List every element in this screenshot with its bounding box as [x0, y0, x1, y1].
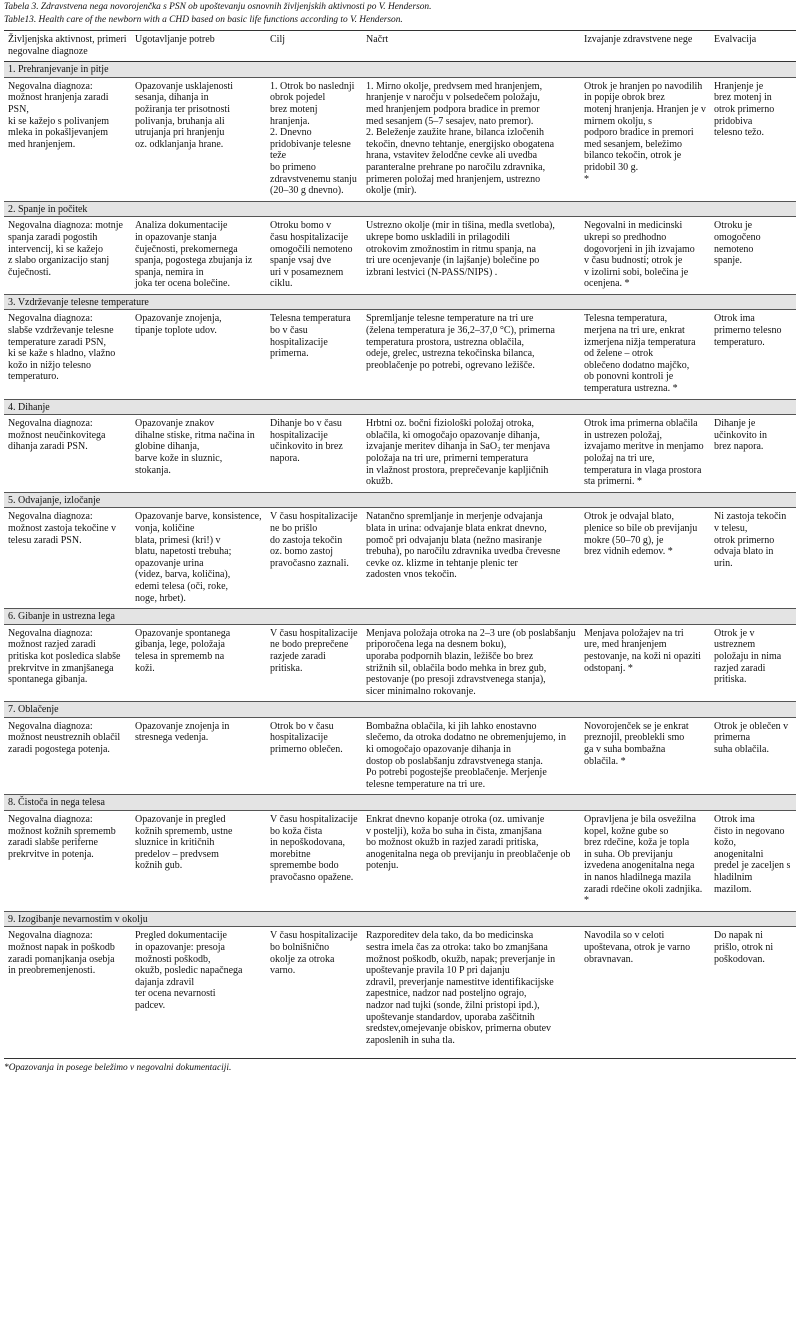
cell-evaluation: Otrok je oblečen v primerna suha oblačila. [714, 720, 789, 756]
section-title: 9. Izogibanje nevarnostim v okolju [4, 911, 796, 927]
cell-evaluation: Otrok ima čisto in negovano kožo, anogenitalni predel je zaceljen s hladilnim mazilom. [714, 814, 791, 895]
cell-goal: Otrok bo v času hospitalizacije primerno oblečen. [270, 720, 343, 756]
header-plan: Načrt [362, 31, 580, 62]
cell-nursing-diagnosis: Negovalna diagnoza: možnost neučinkovitega dihanja zaradi PSN. [8, 418, 106, 453]
section-header-row [4, 294, 796, 310]
care-plan-table [4, 30, 796, 1050]
cell-nursing-diagnosis: Negovalna diagnoza: možnost razjed zaradi pritiska kot posledica slabše prekrvitve in zmanjšanega spontanega gibanja. [8, 627, 121, 686]
section-header-row [4, 702, 796, 718]
header-implementation: Izvajanje zdravstvene nege [580, 31, 710, 62]
table-row [4, 508, 796, 609]
cell-implementation: Opravljena je bila osvežilna kopel, kožne gube so brez rdečine, koža je topla in suha. Ob previjanju izvedena anogenitalna nega in nanos hladilnega mazila zaradi rdečine okoli zadnjika. * [584, 814, 703, 907]
cell-evaluation: Otroku je omogočeno nemoteno spanje. [714, 220, 761, 267]
document-page [4, 0, 796, 1073]
cell-nursing-diagnosis: Negovalna diagnoza: možnost napak in poškodb zaradi pomanjkanja osebja in preobremenjenosti. [8, 930, 115, 977]
cell-goal: V času hospitalizacije ne bo prišlo do zastoja tekočin oz. bomo zastoj pravočasno zaznali. [270, 511, 358, 569]
cell-goal: Dihanje bo v času hospitalizacije učinkovito in brez napora. [270, 418, 343, 464]
table-caption-english: Table13. Health care of the newborn with a CHD based on basic life functions according to V. Henderson. [4, 15, 403, 25]
section-header-row [4, 62, 796, 78]
cell-evaluation: Otrok je v ustreznem položaju in nima razjed zaradi pritiska. [714, 627, 782, 686]
cell-goal: Otroku bomo v času hospitalizacije omogočili nemoteno spanje vsaj dve uri v posameznem ciklu. [270, 220, 353, 290]
cell-needs-assessment: Opazovanje in pregled kožnih sprememb, ustne sluznice in kritičnih predelov – predvsem kožnih gub. [135, 814, 233, 872]
section-header-row [4, 492, 796, 508]
section-header-row [4, 795, 796, 811]
header-goal: Cilj [266, 31, 362, 62]
section-header-row [4, 609, 796, 625]
cell-nursing-diagnosis: Negovalna diagnoza: slabše vzdrževanje telesne temperature zaradi PSN, ki se kaže s hladno, vlažno kožo in nižjo telesno temperaturo. [8, 313, 116, 383]
header-evaluation: Evalvacija [710, 31, 796, 62]
cell-needs-assessment: Pregled dokumentacije in opazovanje: presoja možnosti poškodb, okužb, posledic napačnega dajanja zdravil ter ocena nevarnosti padcev. [135, 930, 243, 1011]
cell-implementation: Telesna temperatura, merjena na tri ure, enkrat izmerjena nižja temperatura od želene – otrok oblečeno dodatno majčko, ob ponovni kontroli je temperatura ustrezna. * [584, 313, 696, 395]
cell-needs-assessment: Opazovanje usklajenosti sesanja, dihanja in požiranja ter prisotnosti polivanja, bruhanja ali utrujanja pri hranjenju oz. odklanjanja hrane. [135, 80, 234, 150]
cell-goal: V času hospitalizacije bo bolnišnično okolje za otroka varno. [270, 930, 358, 977]
section-title: 6. Gibanje in ustrezna lega [4, 609, 796, 625]
section-header-row [4, 399, 796, 415]
section-title: 5. Odvajanje, izločanje [4, 492, 796, 508]
header-life-activity: Življenjska aktivnost, primeri negovalne diagnoze [4, 31, 131, 62]
table-header-row [4, 31, 796, 62]
table-row [4, 927, 796, 1050]
cell-implementation: Otrok je odvajal blato, plenice so bile ob previjanju mokre (50–70 g), je brez vidnih edemov. * [584, 511, 698, 558]
table-row [4, 310, 796, 399]
cell-plan: Menjava položaja otroka na 2–3 ure (ob poslabšanju priporočena lega na desnem boku), uporaba podpornih blazin, ležišče bo brez strižnih sil, oblačila bodo mehka in brez gub, pestovanje (po presoji zdravstvenega stanja), sicer minimalno rokovanje. [366, 627, 576, 697]
cell-implementation: Otrok ima primerna oblačila in ustrezen položaj, izvajamo meritve in menjamo položaj na tri ure, temperatura in vlaga prostora sta primerni. * [584, 418, 704, 488]
cell-nursing-diagnosis: Negovalna diagnoza: možnost neustreznih oblačil zaradi pogostega potenja. [8, 720, 121, 756]
cell-needs-assessment: Opazovanje znakov dihalne stiske, ritma načina in globine dihanja, barve kože in sluznic, stokanja. [135, 418, 255, 476]
header-needs-assessment: Ugotavljanje potreb [131, 31, 266, 62]
cell-nursing-diagnosis: Negovalna diagnoza: možnost kožnih sprememb zaradi slabše periferne prekrvitve in potenja. [8, 814, 116, 860]
cell-evaluation: Hranjenje je brez motenj in otrok primerno pridobiva telesno težo. [714, 80, 775, 139]
section-header-row [4, 201, 796, 217]
cell-implementation: Navodila so v celoti upoštevana, otrok je varno obravnavan. [584, 930, 691, 965]
table-body [4, 62, 796, 1051]
table-caption-slovene: Tabela 3. Zdravstvena nega novorojenčka s PSN ob upoštevanju osnovnih življenjskih aktivnosti po V. Henderson. [4, 2, 432, 12]
section-title: 4. Dihanje [4, 399, 796, 415]
cell-implementation: Negovalni in medicinski ukrepi so predhodno dogovorjeni in jih izvajamo v času budnosti; otrok je v izolirni sobi, bolečina je ocenjena. * [584, 220, 695, 290]
table-row [4, 624, 796, 702]
table-row [4, 217, 796, 295]
section-title: 7. Oblačenje [4, 702, 796, 718]
section-header-row [4, 911, 796, 927]
section-title: 8. Čistoča in nega telesa [4, 795, 796, 811]
cell-plan: Natančno spremljanje in merjenje odvajanja blata in urina: odvajanje blata enkrat dnevno, pomoč pri odvajanju blata (nežno masiranje trebuha), po naročilu zdravnika uvedba črevesne cevke oz. klizme in tehtanje plenic ter zadosten vnos tekočin. [366, 511, 561, 581]
section-title: 3. Vzdrževanje telesne temperature [4, 294, 796, 310]
cell-plan: 1. Mirno okolje, predvsem med hranjenjem, hranjenje v naročju v polsedečem položaju, med hranjenjem podpora bradice in premor med sesanjem (5–7 sesajev, nato premor). 2. Beleženje zaužite hrane, bilanca izločenih tekočin, dnevno tehtanje, energijsko obogatena hrana, vstavitev želodčne cevke ali uvedba paranteralne prehrane po naročilu zdravnika, primeren položaj med hranjenjem, ustrezno okolje (mir). [366, 80, 555, 197]
cell-evaluation: Otrok ima primerno telesno temperaturo. [714, 313, 782, 348]
table-row [4, 77, 796, 201]
section-title: 2. Spanje in počitek [4, 201, 796, 217]
cell-plan: Spremljanje telesne temperature na tri ure (želena temperatura je 36,2–37,0 °C), primerna temperatura prostora, ustrezna oblačila, odeje, grelec, ustrezna tekočinska bilanca, preoblačenje po potrebi, ogrevano ležišče. [366, 313, 555, 371]
cell-plan: Ustrezno okolje (mir in tišina, medla svetloba), ukrepe bomo uskladili in prilagodili otrokovim zmožnostim in ritmu spanja, na tri ure ocenjevanje (in lajšanje) bolečine po izbrani lestvici (N-PASS/NIPS) . [366, 220, 555, 278]
cell-needs-assessment: Analiza dokumentacije in opazovanje stanja čuječnosti, prekomernega spanja, pogostega zbujanja iz spanja, nemira in joka ter ocena bolečine. [135, 220, 253, 290]
cell-goal: 1. Otrok bo naslednji obrok pojedel brez motenj hranjenja. 2. Dnevno pridobivanje telesne teže bo primeno zdravstvenemu stanju (20–30 g dnevno). [270, 80, 357, 197]
cell-implementation: Menjava položajev na tri ure, med hranjenjem pestovanje, na koži ni opaziti odstopanj. * [584, 627, 701, 674]
cell-needs-assessment: Opazovanje spontanega gibanja, lege, položaja telesa in sprememb na koži. [135, 627, 231, 674]
cell-plan: Hrbtni oz. bočni fiziološki položaj otroka, oblačila, ki omogočajo opazovanje dihanja, izvajanje meritev dihanja in SaO₂ ter menjava položaja na tri ure, primerni temperatura in vlažnost prostora, preprečevanje kapljičnih okužb. [366, 418, 550, 488]
cell-needs-assessment: Opazovanje znojenja, tipanje toplote udov. [135, 313, 222, 337]
cell-plan: Enkrat dnevno kopanje otroka (oz. umivanje v postelji), koža bo suha in čista, zmanjšana bo možnost okužb in razjed zaradi pritiska, anogenitalna nega ob previjanju in preoblačenje ob potenju. [366, 814, 571, 872]
cell-implementation: Novorojenček se je enkrat preznojil, preoblekli smo ga v suha bombažna oblačila. * [584, 720, 689, 767]
cell-nursing-diagnosis: Negovalna diagnoza: motnje spanja zaradi pogostih intervencij, ki se kažejo z slabo organizacijo stanj čuječnosti. [8, 220, 123, 278]
cell-evaluation: Dihanje je učinkovito in brez napora. [714, 418, 768, 453]
cell-evaluation: Ni zastoja tekočin v telesu, otrok primerno odvaja blato in urin. [714, 511, 787, 569]
cell-needs-assessment: Opazovanje znojenja in stresnega vedenja. [135, 720, 230, 744]
cell-evaluation: Do napak ni prišlo, otrok ni poškodovan. [714, 930, 774, 965]
table-row [4, 415, 796, 493]
table-row [4, 811, 796, 912]
table-footnote: *Opazovanja in posege beležimo v negovalni dokumentaciji. [4, 1058, 796, 1073]
cell-nursing-diagnosis: Negovalna diagnoza: možnost hranjenja zaradi PSN, ki se kažejo s polivanjem mleka in pokašljevanjem med hranjenjem. [8, 80, 110, 150]
table-row [4, 717, 796, 795]
cell-goal: Telesna temperatura bo v času hospitalizacije primerna. [270, 313, 351, 360]
cell-plan: Bombažna oblačila, ki jih lahko enostavno slečemo, da otroka dodatno ne obremenjujemo, in ki omogočajo opazovanje dihanja in dostop ob poslabšanju zdravstvenega stanja. Po potrebi pogostejše preoblačenje. Merjenje telesne temperature na tri ure. [366, 720, 566, 790]
cell-goal: V času hospitalizacije ne bodo preprečene razjede zaradi pritiska. [270, 627, 358, 674]
cell-plan: Razporeditev dela tako, da bo medicinska sestra imela čas za otroka: tako bo zmanjšana možnost poškodb, okužb, napak; preverjanje in upoštevanje pravila 10 P pri dajanju zdravil, preverjanje namestitve identifikacijske zapestnice, nadzor nad posteljno ograjo, nadzor nad tujki (sonde, žilni pristopi ipd.), upoštevanje standardov, uporaba zaščitnih sredstev,omejevanje obiskov, primerna obutev zaposlenih in suha tla. [366, 930, 556, 1046]
cell-needs-assessment: Opazovanje barve, konsistence, vonja, količine blata, primesi (kri!) v blatu, napetosti trebuha; opazovanje urina (videz, barva, količina), edemi telesa (oči, roke, noge, hrbet). [135, 511, 262, 604]
cell-goal: V času hospitalizacije bo koža čista in nepoškodovana, morebitne spremembe bodo pravočasno opažene. [270, 814, 358, 883]
cell-nursing-diagnosis: Negovalna diagnoza: možnost zastoja tekočine v telesu zaradi PSN. [8, 511, 117, 546]
section-title: 1. Prehranjevanje in pitje [4, 62, 796, 78]
cell-implementation: Otrok je hranjen po navodilih in popije obrok brez motenj hranjenja. Hranjen je v mirnem okolju, s podporo bradice in premori med sesanjem, beležimo bilanco tekočin, otrok je pridobil 30 g. * [584, 80, 706, 185]
